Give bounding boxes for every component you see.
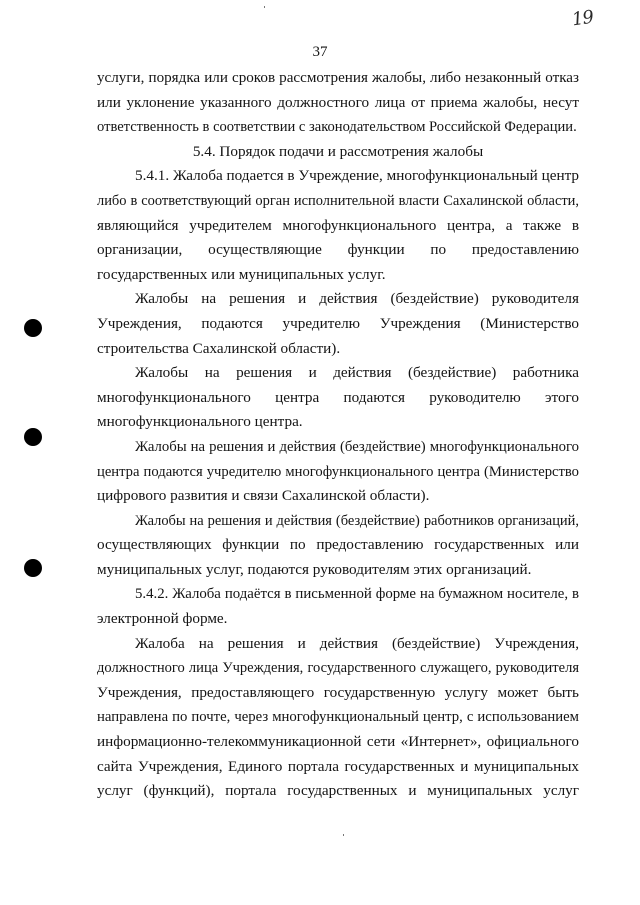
scan-speck bbox=[343, 834, 344, 836]
text-line: осуществляющих функции по предоставлению государственных или bbox=[97, 536, 579, 554]
text-line: Учреждения, предоставляющего государственную услугу может быть bbox=[97, 683, 579, 701]
text-line: многофункционального центра. bbox=[97, 413, 303, 431]
text-line: электронной форме. bbox=[97, 610, 228, 628]
text-line: 5.4.2. Жалоба подаётся в письменной форме на бумажном носителе, в bbox=[135, 586, 579, 603]
text-line: государственных или муниципальных услуг. bbox=[97, 265, 386, 283]
text-line: информационно-телекоммуникационной сети «Интернет», официального bbox=[97, 733, 579, 751]
text-line: Учреждения, подаются учредителю Учреждения (Министерство bbox=[97, 314, 579, 332]
text-line: цифрового развития и связи Сахалинской области). bbox=[97, 487, 430, 505]
section-heading: 5.4. Порядок подачи и рассмотрения жалобы bbox=[192, 142, 484, 160]
text-line: либо в соответствующий орган исполнительной власти Сахалинской области, bbox=[97, 192, 579, 209]
text-line: многофункционального центра подаются руководителю этого bbox=[97, 388, 579, 406]
punch-hole bbox=[24, 319, 42, 337]
text-line: услуг (функций), портала государственных и муниципальных услуг bbox=[97, 782, 579, 800]
text-line: Жалобы на решения и действия (бездействие) работника bbox=[135, 364, 579, 382]
punch-hole bbox=[24, 428, 42, 446]
text-line: Жалобы на решения и действия (бездействие) работников организаций, bbox=[135, 512, 579, 529]
text-line: ответственность в соответствии с законодательством Российской Федерации. bbox=[97, 119, 577, 136]
text-line: должностного лица Учреждения, государственного служащего, руководителя bbox=[97, 660, 579, 677]
page-number: 37 bbox=[312, 44, 328, 60]
body-text bbox=[97, 66, 579, 804]
scan-speck bbox=[264, 6, 265, 8]
text-line: направлена по почте, через многофункциональный центр, с использованием bbox=[97, 709, 579, 726]
text-line: Жалоба на решения и действия (бездействие) Учреждения, bbox=[135, 634, 579, 652]
punch-hole bbox=[24, 559, 42, 577]
text-line: услуги, порядка или сроков рассмотрения жалобы, либо незаконный отказ bbox=[97, 70, 579, 86]
text-line: Жалобы на решения и действия (бездействие) многофункционального bbox=[135, 438, 579, 455]
handwritten-page-mark: 19 bbox=[570, 6, 595, 31]
text-line: 5.4.1. Жалоба подается в Учреждение, многофункциональный центр bbox=[135, 167, 579, 185]
text-line: центра подаются учредителю многофункционального центра (Министерство bbox=[97, 463, 579, 480]
text-line: Жалобы на решения и действия (бездействие) руководителя bbox=[135, 290, 579, 308]
text-line: организации, осуществляющие функции по предоставлению bbox=[97, 241, 579, 259]
text-line: строительства Сахалинской области). bbox=[97, 339, 341, 357]
text-line: муниципальных услуг, подаются руководителям этих организаций. bbox=[97, 560, 532, 578]
text-line: являющийся учредителем многофункционального центра, а также в bbox=[97, 216, 579, 234]
text-line: или уклонение указанного должностного лица от приема жалобы, несут bbox=[97, 93, 579, 111]
text-line: сайта Учреждения, Единого портала государственных и муниципальных bbox=[97, 757, 579, 775]
